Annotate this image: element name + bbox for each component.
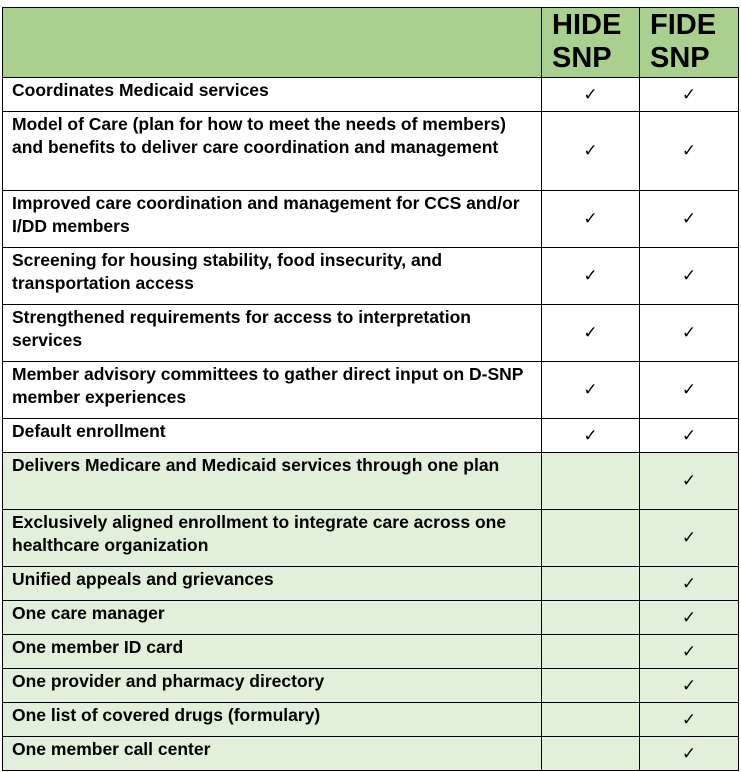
hide-snp-cell [542, 669, 640, 703]
hide-snp-cell [542, 419, 640, 453]
table-row [3, 510, 739, 567]
table-row [3, 453, 739, 510]
table-row [3, 248, 739, 305]
header-row [3, 8, 739, 78]
table-row [3, 305, 739, 362]
checkmark-icon: ✓ [583, 84, 598, 104]
fide-snp-cell [640, 78, 739, 112]
checkmark-icon: ✓ [681, 323, 697, 342]
header-fide-line1: FIDE [650, 9, 717, 41]
fide-snp-cell [640, 191, 739, 248]
fide-snp-cell [640, 362, 739, 419]
checkmark-icon: ✓ [583, 425, 598, 445]
header-hide-snp [542, 8, 640, 78]
hide-snp-cell [542, 78, 640, 112]
table-row [3, 567, 739, 601]
feature-label: Coordinates Medicaid services [3, 78, 542, 112]
checkmark-icon: ✓ [681, 471, 697, 490]
table-row [3, 703, 739, 737]
hide-snp-cell [542, 601, 640, 635]
checkmark-icon: ✓ [583, 266, 598, 285]
table-row [3, 737, 739, 771]
feature-label: Improved care coordination and management for CCS and/or I/DD members [3, 191, 542, 248]
hide-snp-cell [542, 703, 640, 737]
table-row [3, 362, 739, 419]
hide-snp-cell [542, 305, 640, 362]
feature-label: One member call center [3, 737, 542, 771]
hide-snp-cell [542, 453, 640, 510]
feature-label: Screening for housing stability, food insecurity, and transportation access [3, 248, 542, 305]
hide-snp-cell [542, 362, 640, 419]
checkmark-icon: ✓ [681, 675, 697, 695]
checkmark-icon: ✓ [681, 266, 697, 285]
snp-comparison-table [2, 7, 739, 771]
fide-snp-cell [640, 510, 739, 567]
hide-snp-cell [542, 248, 640, 305]
feature-label: Member advisory committees to gather direct input on D-SNP member experiences [3, 362, 542, 419]
fide-snp-cell [640, 419, 739, 453]
checkmark-icon: ✓ [583, 141, 598, 160]
feature-label: Delivers Medicare and Medicaid services through one plan [3, 453, 542, 510]
fide-snp-cell [640, 737, 739, 771]
checkmark-icon: ✓ [681, 743, 697, 763]
feature-label: Model of Care (plan for how to meet the needs of members) and benefits to deliver care coordination and management [3, 112, 542, 191]
table-row [3, 191, 739, 248]
fide-snp-cell [640, 305, 739, 362]
checkmark-icon: ✓ [681, 607, 697, 627]
hide-snp-cell [542, 191, 640, 248]
table-row [3, 669, 739, 703]
hide-snp-cell [542, 737, 640, 771]
feature-label: Unified appeals and grievances [3, 567, 542, 601]
checkmark-icon: ✓ [681, 141, 697, 160]
hide-snp-cell [542, 635, 640, 669]
feature-label: Exclusively aligned enrollment to integrate care across one healthcare organization [3, 510, 542, 567]
checkmark-icon: ✓ [583, 380, 598, 399]
table-row [3, 419, 739, 453]
fide-snp-cell [640, 635, 739, 669]
checkmark-icon: ✓ [681, 528, 697, 547]
checkmark-icon: ✓ [681, 209, 697, 228]
hide-snp-cell [542, 567, 640, 601]
hide-snp-cell [542, 112, 640, 191]
checkmark-icon: ✓ [583, 209, 598, 228]
feature-label: Default enrollment [3, 419, 542, 453]
fide-snp-cell [640, 112, 739, 191]
table-row [3, 112, 739, 191]
feature-label: One provider and pharmacy directory [3, 669, 542, 703]
checkmark-icon: ✓ [681, 425, 697, 445]
feature-label: Strengthened requirements for access to interpretation services [3, 305, 542, 362]
hide-snp-cell [542, 510, 640, 567]
fide-snp-cell [640, 669, 739, 703]
checkmark-icon: ✓ [681, 709, 697, 729]
header-feature-cell [3, 8, 542, 78]
header-fide-snp [640, 8, 739, 78]
fide-snp-cell [640, 453, 739, 510]
fide-snp-cell [640, 567, 739, 601]
fide-snp-cell [640, 703, 739, 737]
checkmark-icon: ✓ [681, 641, 697, 661]
table-row [3, 601, 739, 635]
checkmark-icon: ✓ [583, 323, 598, 342]
table-row [3, 78, 739, 112]
header-hide-line2: SNP [552, 42, 612, 74]
fide-snp-cell [640, 601, 739, 635]
header-fide-line2: SNP [650, 42, 710, 74]
checkmark-icon: ✓ [681, 573, 697, 593]
header-hide-line1: HIDE [552, 9, 622, 41]
fide-snp-cell [640, 248, 739, 305]
table-row [3, 635, 739, 669]
checkmark-icon: ✓ [681, 84, 697, 104]
feature-label: One member ID card [3, 635, 542, 669]
checkmark-icon: ✓ [681, 380, 697, 399]
feature-label: One list of covered drugs (formulary) [3, 703, 542, 737]
feature-label: One care manager [3, 601, 542, 635]
